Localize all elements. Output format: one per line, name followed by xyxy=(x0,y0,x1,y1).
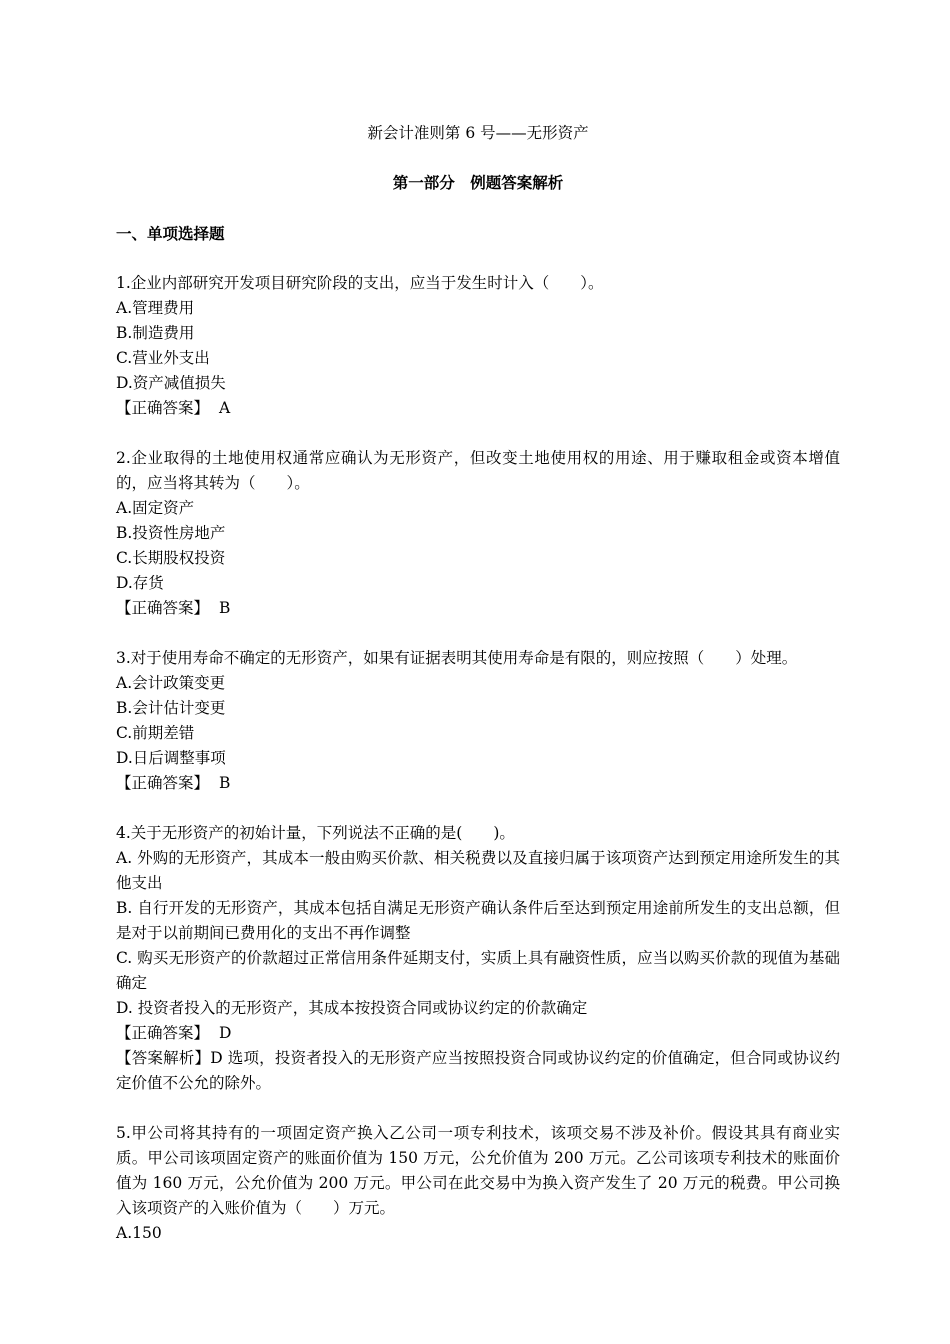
correct-answer-label: 【正确答案】 xyxy=(116,1024,210,1042)
question-option: B.投资性房地产 xyxy=(116,524,226,542)
correct-answer-label: 【正确答案】 xyxy=(116,599,210,617)
answer-analysis-text: D 选项，投资者投入的无形资产应当按照投资合同或协议约定的价值确定，但合同或协议约定价值不公允的除外。 xyxy=(116,1049,840,1092)
correct-answer-value: A xyxy=(219,399,231,417)
question-stem: 2.企业取得的土地使用权通常应确认为无形资产，但改变土地使用权的用途、用于赚取租金或资本增值的，应当将其转为（ ）。 xyxy=(116,449,840,492)
question-5 xyxy=(116,1121,840,1246)
question-3 xyxy=(116,646,840,796)
question-option: B.会计估计变更 xyxy=(116,699,226,717)
question-list xyxy=(116,271,840,1246)
correct-answer-label: 【正确答案】 xyxy=(116,399,210,417)
document-content xyxy=(116,120,840,1271)
question-option: C.营业外支出 xyxy=(116,349,210,367)
correct-answer-label: 【正确答案】 xyxy=(116,774,210,792)
question-option: D.存货 xyxy=(116,574,164,592)
question-stem: 4.关于无形资产的初始计量，下列说法不正确的是( )。 xyxy=(116,824,515,842)
question-option: A.会计政策变更 xyxy=(116,674,226,692)
correct-answer-value: B xyxy=(219,599,231,617)
question-option: D. 投资者投入的无形资产，其成本按投资合同或协议约定的价款确定 xyxy=(116,999,588,1017)
correct-answer-value: D xyxy=(219,1024,232,1042)
question-stem: 3.对于使用寿命不确定的无形资产，如果有证据表明其使用寿命是有限的，则应按照（ ）处理。 xyxy=(116,649,798,667)
question-2 xyxy=(116,446,840,621)
section-heading: 一、单项选择题 xyxy=(116,224,225,243)
question-option: C.长期股权投资 xyxy=(116,549,226,567)
part-heading: 第一部分 例题答案解析 xyxy=(392,173,564,192)
question-option: B. 自行开发的无形资产，其成本包括自满足无形资产确认条件后至达到预定用途前所发生的支出总额，但是对于以前期间已费用化的支出不再作调整 xyxy=(116,899,840,942)
question-4 xyxy=(116,821,840,1096)
question-option: D.日后调整事项 xyxy=(116,749,226,767)
question-option: A.管理费用 xyxy=(116,299,195,317)
question-option: B.制造费用 xyxy=(116,324,195,342)
question-stem: 5.甲公司将其持有的一项固定资产换入乙公司一项专利技术，该项交易不涉及补价。假设其具有商业实质。甲公司该项固定资产的账面价值为 150 万元，公允价值为 200 万元。乙公司该项专利技术的账面价值为 160 万元，公允价值为 200 万元。甲公司在此交易中为换入资产发生了 20 万元的税费。甲公司换入该项资产的入账价值为（ ）万元。 xyxy=(116,1124,840,1217)
answer-analysis xyxy=(116,1046,840,1096)
correct-answer-value: B xyxy=(219,774,231,792)
answer-analysis-label: 【答案解析】 xyxy=(116,1049,211,1067)
question-option: A.150 xyxy=(116,1224,162,1242)
question-option: C.前期差错 xyxy=(116,724,195,742)
question-option: A.固定资产 xyxy=(116,499,195,517)
question-option: A. 外购的无形资产，其成本一般由购买价款、相关税费以及直接归属于该项资产达到预定用途所发生的其他支出 xyxy=(116,849,840,892)
document-title: 新会计准则第 6 号——无形资产 xyxy=(367,124,589,142)
correct-answer xyxy=(116,771,840,796)
correct-answer xyxy=(116,596,840,621)
question-1 xyxy=(116,271,840,421)
question-option: D.资产减值损失 xyxy=(116,374,226,392)
correct-answer xyxy=(116,396,840,421)
question-option: C. 购买无形资产的价款超过正常信用条件延期支付，实质上具有融资性质，应当以购买价款的现值为基础确定 xyxy=(116,949,840,992)
question-stem: 1.企业内部研究开发项目研究阶段的支出，应当于发生时计入（ ）。 xyxy=(116,274,604,292)
correct-answer xyxy=(116,1021,840,1046)
